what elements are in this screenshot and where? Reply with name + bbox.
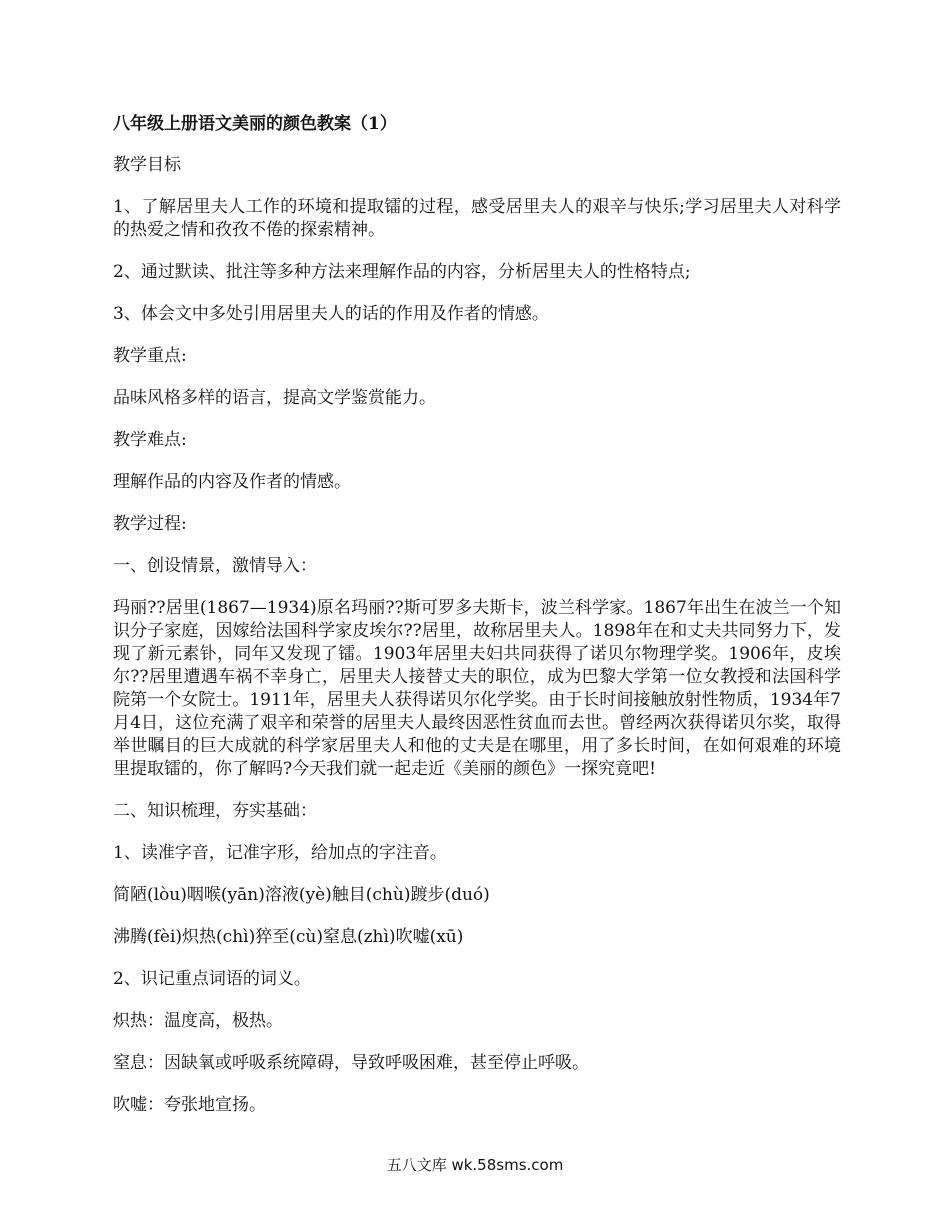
step-1-heading: 一、创设情景，激情导入：	[113, 556, 317, 576]
task-1-heading: 1、读准字音，记准字形，给加点的字注音。	[113, 843, 447, 863]
objective-2: 2、通过默读、批注等多种方法来理解作品的内容，分析居里夫人的性格特点;	[113, 262, 691, 282]
document-body	[113, 112, 841, 1136]
document-title: 八年级上册语文美丽的颜色教案（1）	[113, 114, 397, 134]
definition-chuixu: 吹嘘：夸张地宣扬。	[113, 1095, 266, 1115]
difficulties-text: 理解作品的内容及作者的情感。	[113, 472, 351, 492]
pronunciation-line-2: 沸腾(fèi)炽热(chì)猝至(cù)窒息(zhì)吹嘘(xū)	[113, 927, 464, 947]
key-points-text: 品味风格多样的语言，提高文学鉴赏能力。	[113, 388, 436, 408]
section-heading-process: 教学过程:	[113, 514, 187, 534]
pronunciation-line-1: 简陋(lòu)咽喉(yān)溶液(yè)触目(chù)踱步(duó)	[113, 885, 490, 905]
step-2-heading: 二、知识梳理，夯实基础：	[113, 801, 317, 821]
curie-biography: 玛丽??居里(1867—1934)原名玛丽??斯可罗多夫斯卡，波兰科学家。1867年出生在波兰一个知识分子家庭，因嫁给法国科学家皮埃尔??居里，故称居里夫人。1898年在和丈夫共同努力下，发现了新元素钋，同年又发现了镭。1903年居里夫妇共同获得了诺贝尔物理学奖。1906年，皮埃尔??居里遭遇车祸不幸身亡，居里夫人接替丈夫的职位，成为巴黎大学第一位女教授和法国科学院第一个女院士。1911年，居里夫人获得诺贝尔化学奖。由于长时间接触放射性物质，1934年7月4日，这位充满了艰辛和荣誉的居里夫人最终因恶性贫血而去世。曾经两次获得诺贝尔奖，取得举世瞩目的巨大成就的科学家居里夫人和他的丈夫是在哪里，用了多长时间，在如何艰难的环境里提取镭的，你了解吗?今天我们就一起走近《美丽的颜色》一探究竟吧!	[113, 598, 841, 779]
objective-1: 1、了解居里夫人工作的环境和提取镭的过程，感受居里夫人的艰辛与快乐;学习居里夫人对科学的热爱之情和孜孜不倦的探索精神。	[113, 197, 841, 240]
section-heading-key-points: 教学重点:	[113, 346, 187, 366]
task-2-heading: 2、识记重点词语的词义。	[113, 969, 311, 989]
definition-chire: 炽热：温度高，极热。	[113, 1011, 283, 1031]
footer-watermark: 五八文库 wk.58sms.com	[386, 1156, 564, 1174]
definition-zhixi: 窒息：因缺氧或呼吸系统障碍，导致呼吸困难，甚至停止呼吸。	[113, 1053, 589, 1073]
objective-3: 3、体会文中多处引用居里夫人的话的作用及作者的情感。	[113, 304, 549, 324]
section-heading-difficulties: 教学难点:	[113, 430, 187, 450]
section-heading-objectives: 教学目标	[113, 155, 181, 175]
